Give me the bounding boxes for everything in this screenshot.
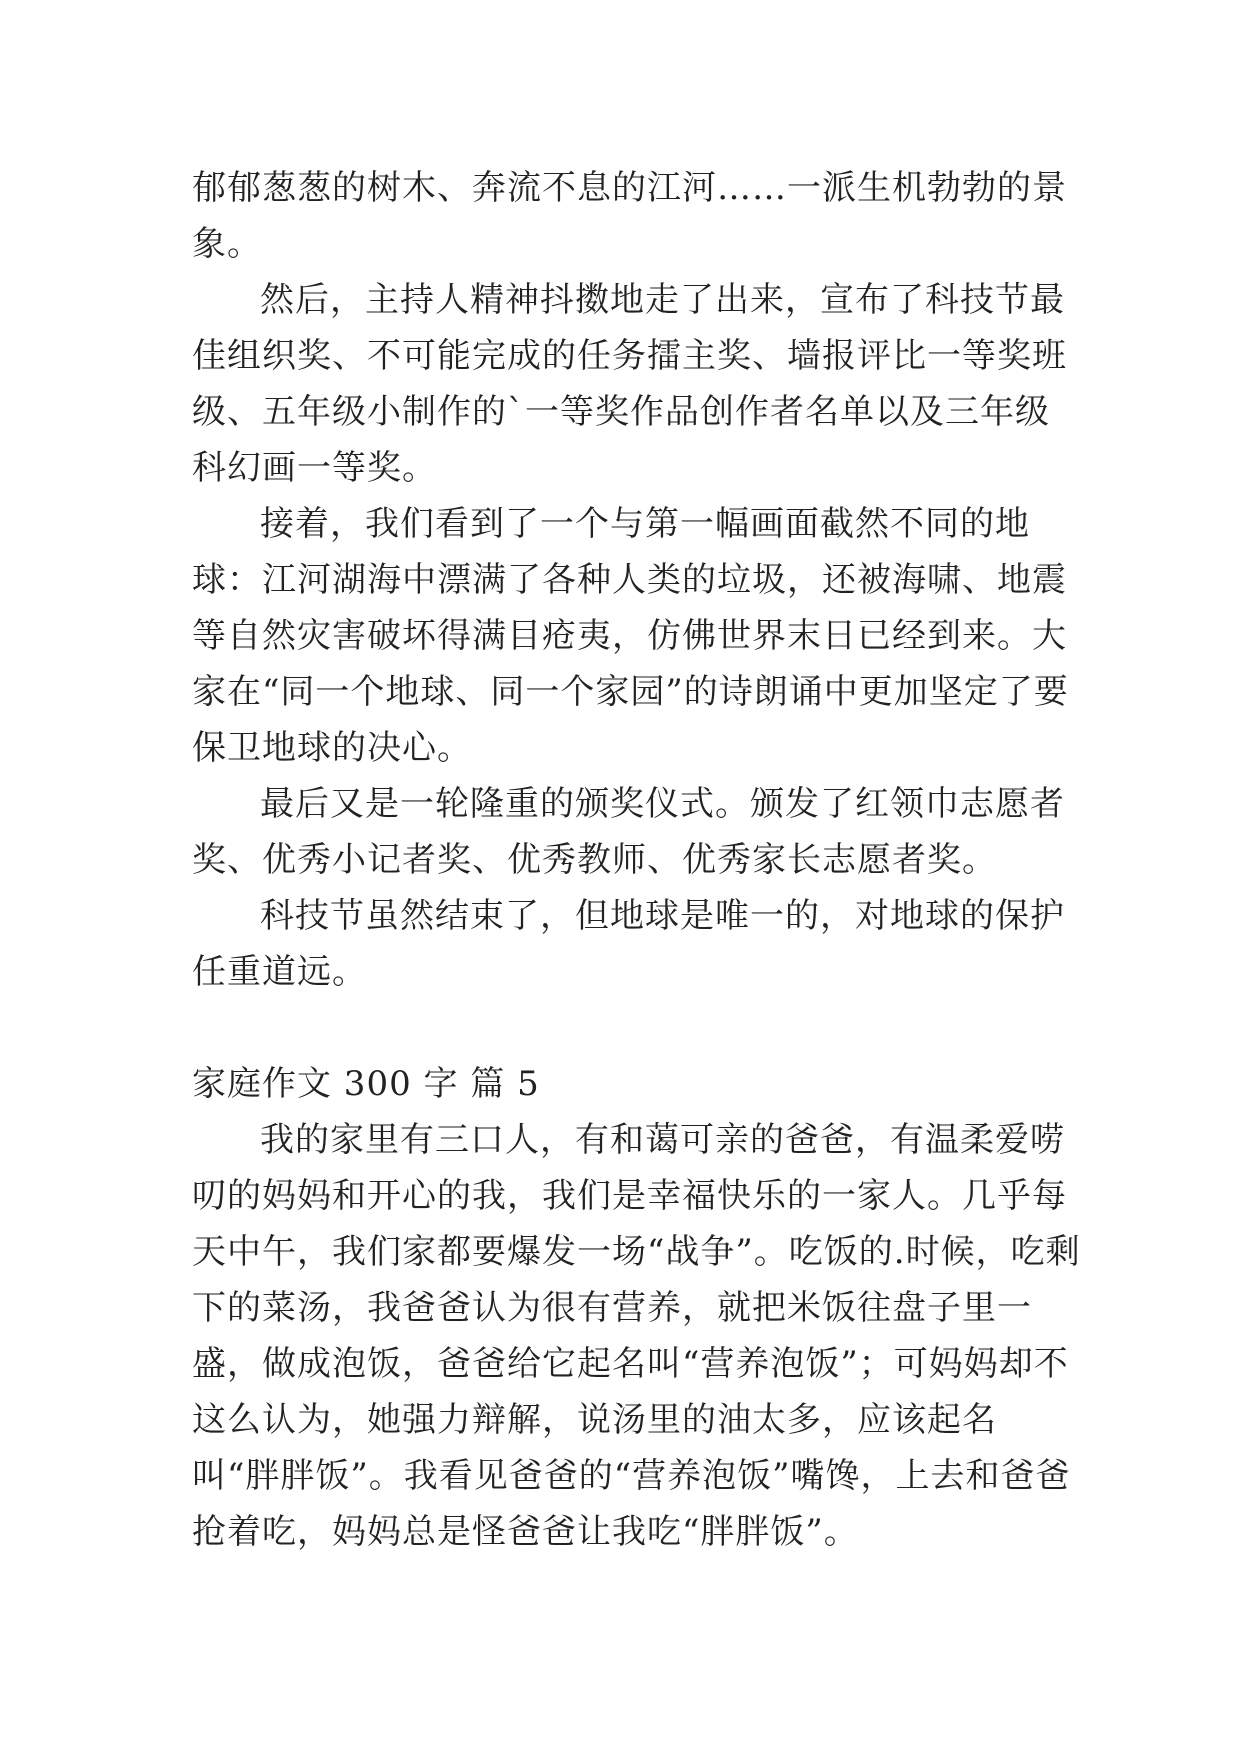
document-body	[192, 160, 1082, 1560]
paragraph-continuation: 郁郁葱葱的树木、奔流不息的江河……一派生机勃勃的景象。	[192, 168, 1067, 264]
section-heading: 家庭作文 300 字 篇 5	[192, 1064, 540, 1104]
paragraph-family: 我的家里有三口人，有和蔼可亲的爸爸，有温柔爱唠叨的妈妈和开心的我，我们是幸福快乐的一家人。几乎每天中午，我们家都要爆发一场“战争”。吃饭的.时候，吃剩下的菜汤，我爸爸认为很有营养，就把米饭往盘子里一盛，做成泡饭，爸爸给它起名叫“营养泡饭”；可妈妈却不这么认为，她强力辩解，说汤里的油太多，应该起名叫“胖胖饭”。我看见爸爸的“营养泡饭”嘴馋，上去和爸爸抢着吃，妈妈总是怪爸爸让我吃“胖胖饭”。	[192, 1120, 1081, 1552]
paragraph-earth: 接着，我们看到了一个与第一幅画面截然不同的地球：江河湖海中漂满了各种人类的垃圾，还被海啸、地震等自然灾害破坏得满目疮夷，仿佛世界末日已经到来。大家在“同一个地球、同一个家园”的诗朗诵中更加坚定了要保卫地球的决心。	[192, 504, 1069, 768]
paragraph-awards: 然后，主持人精神抖擞地走了出来，宣布了科技节最佳组织奖、不可能完成的任务擂主奖、墙报评比一等奖班级、五年级小制作的`一等奖作品创作者名单以及三年级科幻画一等奖。	[192, 280, 1067, 488]
paragraph-conclusion: 科技节虽然结束了，但地球是唯一的，对地球的保护任重道远。	[192, 896, 1065, 992]
paragraph-ceremony: 最后又是一轮隆重的颁奖仪式。颁发了红领巾志愿者奖、优秀小记者奖、优秀教师、优秀家长志愿者奖。	[192, 784, 1065, 880]
